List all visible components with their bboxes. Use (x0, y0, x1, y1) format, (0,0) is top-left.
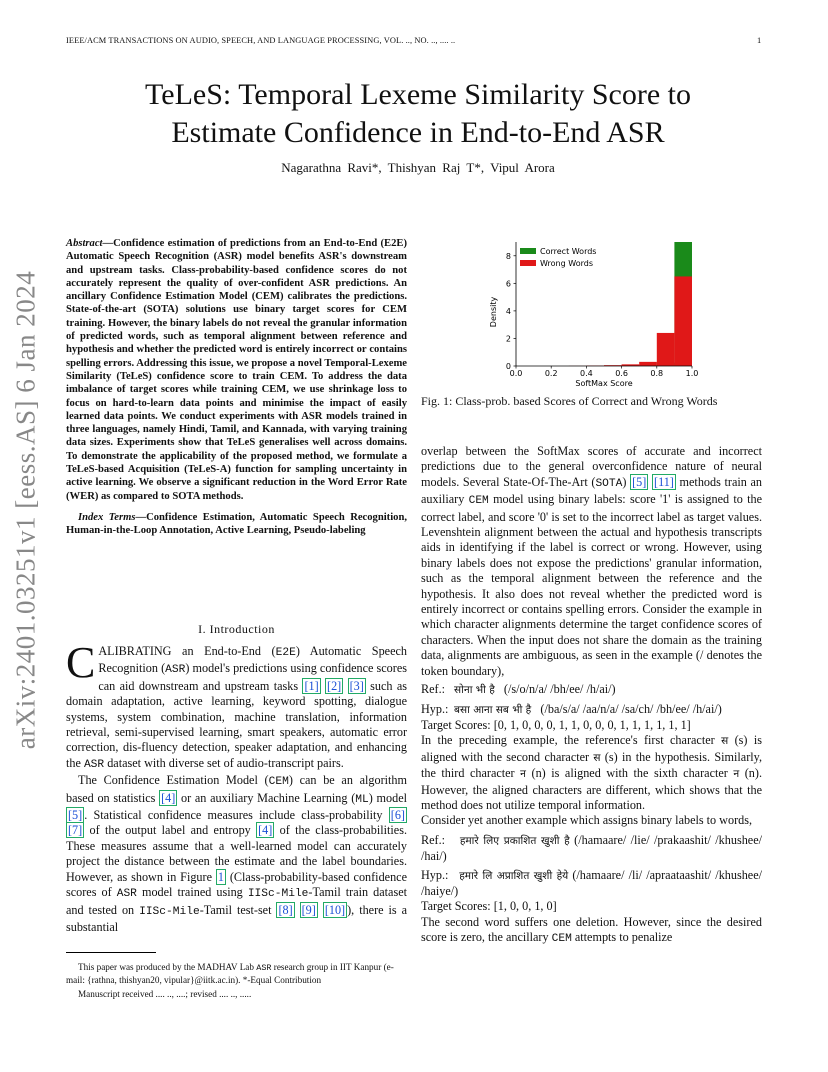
right-paragraph-3: Consider yet another example which assigns binary labels to words, (421, 813, 753, 828)
y-tick-label: 0 (505, 362, 511, 371)
citation-link[interactable]: [5] (68, 808, 83, 823)
y-tick-label: 2 (505, 334, 511, 344)
intro-paragraph-2: The Confidence Estimation Model (CEM) can be an algorithm based on statistics [4] or an auxiliary Machine Learning (ML) model [5] . Statistical confidence measures include class-probability [6] [7] of the output label and entropy [4] of the class-probabilities. These measures assume that a well-learned model can accurately project the distance between the estimate and the label boundaries. However, as shown in Figure 1 (Class-probability-based confidence scores of ASR model trained using IISc-Mile-Tamil train dataset and tested on IISc-Mile-Tamil test-set [8] [9] [10] ), there is a substantial (66, 773, 408, 934)
page-number: 1 (757, 36, 762, 45)
x-tick-label: 0.8 (650, 369, 664, 378)
histogram-chart (484, 238, 702, 388)
histogram-bar (674, 276, 692, 366)
histogram-bar (639, 362, 657, 366)
citation-link[interactable]: [5] (632, 474, 647, 489)
citation-link[interactable]: [4] (161, 790, 176, 805)
x-tick-label: 0.2 (544, 369, 558, 378)
title-line-1: TeLeS: Temporal Lexeme Similarity Score to (145, 78, 691, 111)
y-axis-label: Density (489, 296, 498, 328)
x-tick-label: 0.6 (615, 369, 628, 378)
arxiv-stamp (4, 270, 48, 750)
index-terms-label: Index Terms (78, 511, 136, 523)
legend-swatch (520, 248, 536, 254)
legend-swatch (520, 260, 536, 266)
example-2: Ref.: हमारे लिए प्रकाशित खुशी है (/hamaare/ /lie/ /prakaashit/ /khushee/ /hai/) Hyp.: हमारे लि अप्राशित खुशी हेये (/hamaare/ /li/ /apraataashit/ /khushee/ /haiye/) Target Scores: [1, 0, 0, 1, 0] (421, 832, 763, 914)
footnote: This paper was produced by the MADHAV Lab ASR research group in IIT Kanpur (e-mail: {rathna, thishyan20, vipular}@iitk.ac.in). *-Equal Contribution Manuscript received .... .., ....; revised .... .., ..... (66, 962, 407, 1001)
y-tick-label: 8 (505, 251, 511, 261)
arxiv-stamp-text: arXiv:2401.03251v1 [eess.AS] 6 Jan 2024 (10, 270, 41, 750)
section-heading-introduction: I. Introduction (198, 622, 275, 636)
intro-paragraph-1: CALIBRATING an End-to-End (E2E) Automatic Speech Recognition (ASR) model's predictions using confidence scores can aid downstream and upstream tasks [1] [2] [3] such as domain adaptation, active learning, keyword spotting, dialogue systems, system combination, machine translation, information retrieval, semi-supervised learning, smart speakers, automatic error correction, dis-fluency detection, speaker adaptation, and enhancing the ASR dataset with diverse set of audio-transcript pairs. (66, 638, 408, 771)
manuscript-received: Manuscript received .... .., ....; revised .... .., ..... (78, 989, 252, 999)
x-tick-label: 0.0 (509, 369, 523, 378)
authors: Nagarathna Ravi*, Thishyan Raj T*, Vipul Arora (281, 160, 555, 175)
citation-link[interactable]: [3] (349, 678, 364, 693)
abstract-text: —Confidence estimation of predictions from an End-to-End (E2E) Automatic Speech Recognition (ASR) model benefits ASR's downstream and upstream tasks. Class-probability-based confidence scores do not accurately represent the quality of over-confident ASR predictions. An ancillary Confidence Estimation Model (CEM) calibrates the predictions. State-of-the-art (SOTA) solutions use binary target scores for CEM training. However, the binary labels do not reveal the granular information of predicted words, such as temporal alignment between reference and hypothesis and whether the predicted word is entirely incorrect or contains spelling errors. Addressing this issue, we propose a novel Temporal-Lexeme Similarity (TeLeS) confidence score to train CEM. To address the data imbalance of target scores while training CEM, we use shrinkage loss to focus on hard-to-learn data points and minimise the impact of easily learned data points. We conduct experiments with ASR models trained in three languages, namely Hindi, Tamil, and Kannada, with varying training data sizes. Experiments show that TeLeS generalises well across domains. To demonstrate the applicability of the proposed method, we formulate a TeLeS-based Acquisition (TeLeS-A) function for sampling uncertainty in active learning. We observe a significant reduction in the Word Error Rate (WER) as compared to SOTA methods. (66, 238, 407, 502)
index-terms-text: —Confidence Estimation, Automatic Speech Recognition, Human-in-the-Loop Annotation, Active Learning, Pseudo-labeling (66, 511, 407, 537)
citation-link[interactable]: [11] (654, 474, 674, 489)
citation-link[interactable]: [7] (68, 823, 83, 838)
citation-link[interactable]: [8] (278, 902, 293, 917)
citation-link[interactable]: [10] (324, 902, 346, 917)
histogram-bar (657, 333, 675, 366)
citation-link[interactable]: [4] (258, 823, 273, 838)
citation-link[interactable]: [1] (304, 678, 319, 693)
right-paragraph-4: The second word suffers one deletion. However, since the desired score is zero, the ancillary CEM attempts to penalize (421, 914, 762, 946)
right-paragraph-2: In the preceding example, the reference's first character स (s) is aligned with the second character स (s) in the hypothesis. Similarly, the third character न (n) is aligned with the sixth character न (n). However, the aligned characters are different, which shows that the method does not utilize temporal information. (421, 733, 762, 812)
footnote-rule (66, 952, 156, 953)
figure-caption: Fig. 1: Class-prob. based Scores of Correct and Wrong Words (421, 394, 718, 408)
citation-link[interactable]: [6] (390, 808, 405, 823)
example-1: Ref.: सोना भी है (/s/o/n/a/ /bh/ee/ /h/ai/) Hyp.: बसा आना सब भी है (/ba/s/a/ /aa/n/a/ /sa/ch/ /bh/ee/ /h/ai/) Target Scores: [0, 1, 0, 0, 0, 1, 1, 0, 0, 0, 1, 1, 1, 1, 1, 1] (421, 682, 722, 732)
right-paragraph-1: overlap between the SoftMax scores of accurate and incorrect predictions due to the general overconfidence nature of neural models. Several State-Of-The-Art (SOTA) [5] [11] methods train an auxiliary CEM model using binary labels: score '1' is assigned to the correct label, and score '0' is set to the incorrect label as target values. Levenshtein alignment between the actual and hypothesis transcripts aids in identifying if the label is correct or wrong. However, using binary labels does not expose the predictions' granular information, such as the temporal alignment between the reference and the hypothesis. It also does not reveal whether the predicted word is entirely incorrect or contains spelling errors. Consider the example in which character alignments determine the target confidence scores of characters. When the input does not share the domain as the training data, alignments are ambiguous, as seen in the example (/ denotes the token boundary), (421, 444, 763, 678)
y-tick-label: 6 (505, 279, 511, 289)
legend-label: Correct Words (540, 247, 597, 256)
figure-ref-link[interactable]: 1 (217, 869, 224, 884)
introduction-body (66, 638, 408, 935)
legend-label: Wrong Words (540, 259, 593, 268)
drop-cap: C (66, 638, 96, 687)
right-column-body (421, 444, 762, 948)
journal-header: IEEE/ACM TRANSACTIONS ON AUDIO, SPEECH, AND LANGUAGE PROCESSING, VOL. .., NO. .., .... .. (66, 36, 456, 45)
title-line-2: Estimate Confidence in End-to-End ASR (171, 116, 665, 149)
y-tick-label: 4 (505, 306, 511, 316)
x-tick-label: 0.4 (580, 369, 593, 378)
x-axis-label: SoftMax Score (575, 379, 633, 388)
abstract-label: Abstract (66, 238, 103, 249)
abstract (66, 237, 407, 538)
x-tick-label: 1.0 (685, 369, 699, 378)
paper-title (60, 76, 776, 152)
citation-link[interactable]: [2] (327, 678, 342, 693)
figure-1 (484, 238, 702, 388)
citation-link[interactable]: [9] (301, 902, 316, 917)
